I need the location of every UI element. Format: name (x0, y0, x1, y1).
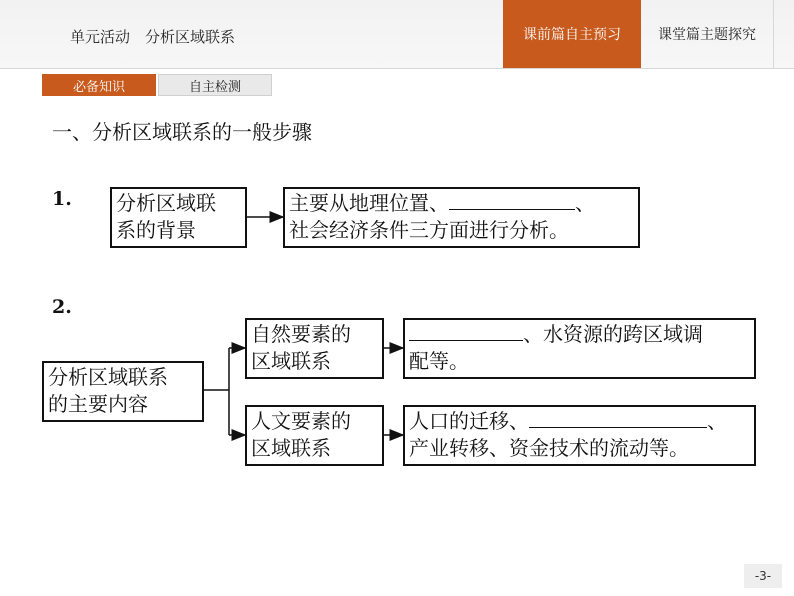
step-1-background-line2: 系的背景 (116, 218, 196, 242)
step-1-method-sep: 、 (575, 191, 595, 215)
human-elements-line2: 区域联系 (251, 436, 331, 460)
answer-blank-2[interactable] (409, 322, 523, 341)
step-1-method-line2: 社会经济条件三方面进行分析。 (289, 218, 569, 242)
step-1-method-box (283, 187, 640, 248)
natural-detail-line2: 配等。 (409, 349, 469, 373)
page-title: 单元活动 分析区域联系 (70, 28, 236, 46)
human-elements-box (245, 405, 384, 466)
subtab-essential-knowledge[interactable]: 必备知识 (42, 74, 156, 96)
natural-detail-text: 、水资源的跨区域调 (523, 322, 703, 346)
natural-elements-line1: 自然要素的 (251, 322, 351, 346)
subtab-self-check[interactable]: 自主检测 (158, 74, 272, 96)
step-2-root-box (42, 361, 204, 422)
step-2-root-line2: 的主要内容 (48, 392, 148, 416)
natural-elements-line2: 区域联系 (251, 349, 331, 373)
step-2-number: 2. (52, 296, 72, 318)
step-1-number: 1. (52, 188, 72, 210)
step-1-background-line1: 分析区域联 (116, 191, 216, 215)
step-1-method-text: 主要从地理位置、 (289, 191, 449, 215)
natural-elements-box (245, 318, 384, 379)
step-2-root-line1: 分析区域联系 (48, 365, 168, 389)
human-elements-line1: 人文要素的 (251, 409, 351, 433)
tab-explore[interactable]: 课堂篇主题探究 (641, 0, 774, 68)
step-1-background-box (110, 187, 247, 248)
human-detail-line2: 产业转移、资金技术的流动等。 (409, 436, 689, 460)
human-detail-sep: 、 (707, 409, 727, 433)
human-detail-text: 人口的迁移、 (409, 409, 529, 433)
section-heading: 一、分析区域联系的一般步骤 (52, 120, 312, 144)
human-detail-box (403, 405, 756, 466)
answer-blank-1[interactable] (449, 191, 575, 210)
tab-preview[interactable]: 课前篇自主预习 (503, 0, 641, 68)
page-number: -3- (744, 564, 782, 588)
answer-blank-3[interactable] (529, 409, 707, 428)
natural-detail-box (403, 318, 756, 379)
